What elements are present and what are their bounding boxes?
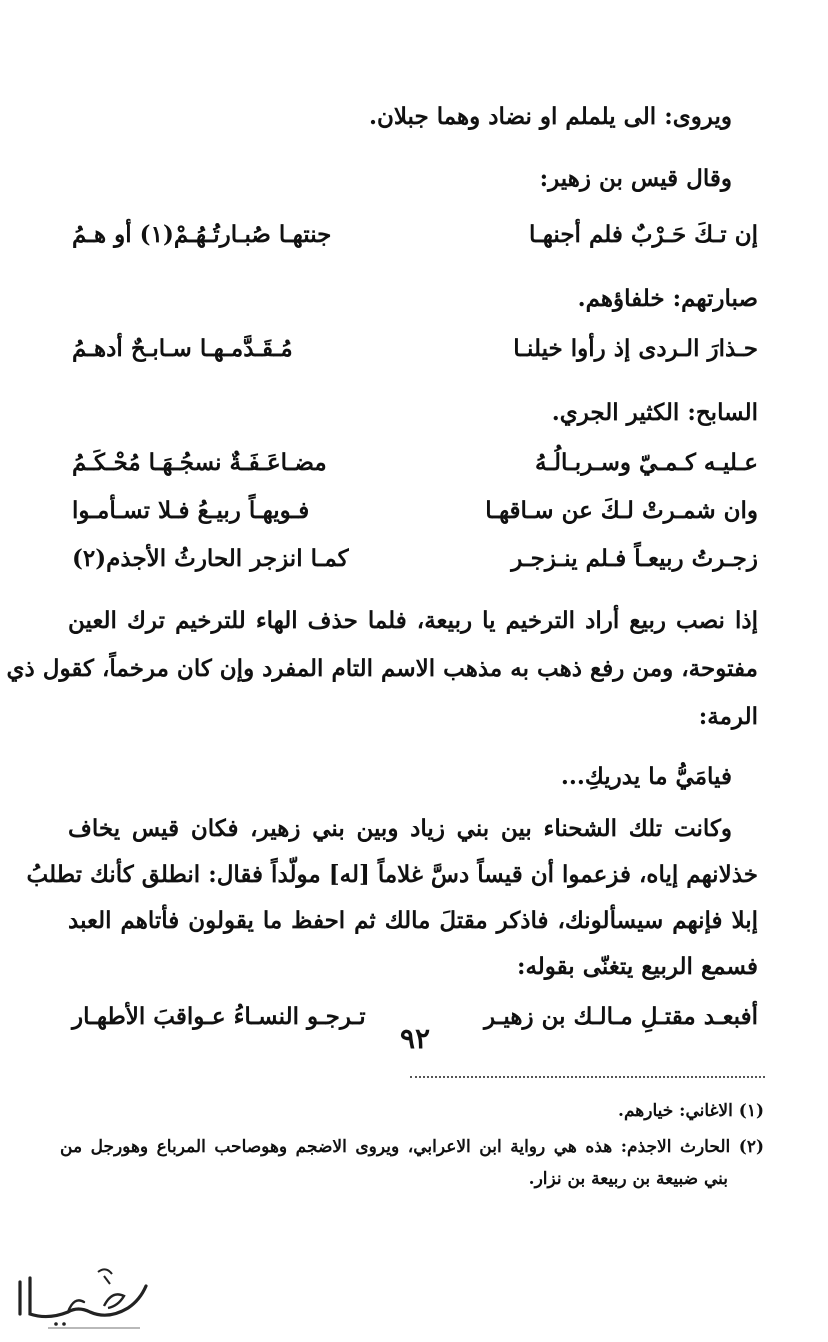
text-line: إذا نصب ربيع أراد الترخيم يا ربيعة، فلما حذف الهاء للترخيم ترك العين (68, 607, 758, 634)
verse-hemistich-first: وان شمـرتْ لـكَ عن سـاقهـا (485, 497, 758, 524)
page-number: ٩٢ (399, 1022, 431, 1055)
text-line: صبارتهم: خلفاؤهم. (577, 285, 758, 312)
verse-hemistich-second: مُـقَـدَّمـهـا سـابـحٌ أدهـمُ (72, 335, 293, 362)
publisher-logo (8, 1262, 158, 1334)
footnote: (٢) الحارث الاجذم: هذه هي رواية ابن الاعرابي، ويروى الاضجم وهوصاحب المرباع وهورجل من (60, 1137, 764, 1157)
text-line: السابح: الكثير الجري. (551, 399, 758, 426)
text-line: مفتوحة، ومن رفع ذهب به مذهب الاسم التام المفرد وإن كان مرخماً، كقول ذي (6, 655, 758, 682)
footnote-separator (410, 1076, 765, 1078)
verse-hemistich-second: جنتهـا صُبـارتُـهُـمْ(١) أو هـمُ (72, 221, 332, 248)
text-line: فيامَيُّ ما يدريكِ... (560, 763, 732, 790)
calligraphy-logo-icon (8, 1262, 158, 1334)
text-line: الرمة: (698, 703, 758, 730)
text-line: إبلا فإنهم سيسألونك، فاذكر مقتلَ مالك ثم احفظ ما يقولون فأتاهم العبد (68, 907, 758, 934)
verse-hemistich-second: فـويهـاً ربيـعُ فـلا تسـأمـوا (72, 497, 310, 524)
footnote: (١) الاغاني: خيارهم. (618, 1101, 764, 1121)
verse-hemistich-first: أفبعـد مقتـلِ مـالـك بن زهيـر (483, 1003, 758, 1030)
text-line: ويروى: الى يلملم او نضاد وهما جبلان. (368, 103, 732, 130)
verse-hemistich-first: إن تـكَ حَـرْبٌ فلم أجنهـا (529, 221, 758, 248)
verse-hemistich-first: حـذارَ الـردى إذ رأوا خيلنـا (513, 335, 758, 362)
verse-hemistich-first: عـليـه كـمـيّ وسـربـالُـهُ (534, 449, 758, 476)
verse-hemistich-first: زجـرتُ ربيعـاً فـلم ينـزجـر (511, 545, 758, 572)
footnote: بني ضبيعة بن ربيعة بن نزار. (528, 1169, 728, 1189)
text-line: وقال قيس بن زهير: (539, 165, 732, 192)
text-line: فسمع الربيع يتغنّى بقوله: (516, 953, 758, 980)
verse-hemistich-second: مضـاعَـفَـةٌ نسجُـهَـا مُحْـكَـمُ (72, 449, 327, 476)
verse-hemistich-second: كمـا انزجر الحارثُ الأجذم(٢) (72, 545, 349, 572)
text-line: خذلانهم إياه، فزعموا أن قيساً دسَّ غلاماً [له] مولّداً فقال: انطلق كأنك تطلبُ (26, 861, 758, 888)
verse-hemistich-second: تـرجـو النسـاءُ عـواقبَ الأطهـار (72, 1003, 366, 1030)
text-line: وكانت تلك الشحناء بين بني زياد وبين بني زهير، فكان قيس يخاف (68, 815, 732, 842)
